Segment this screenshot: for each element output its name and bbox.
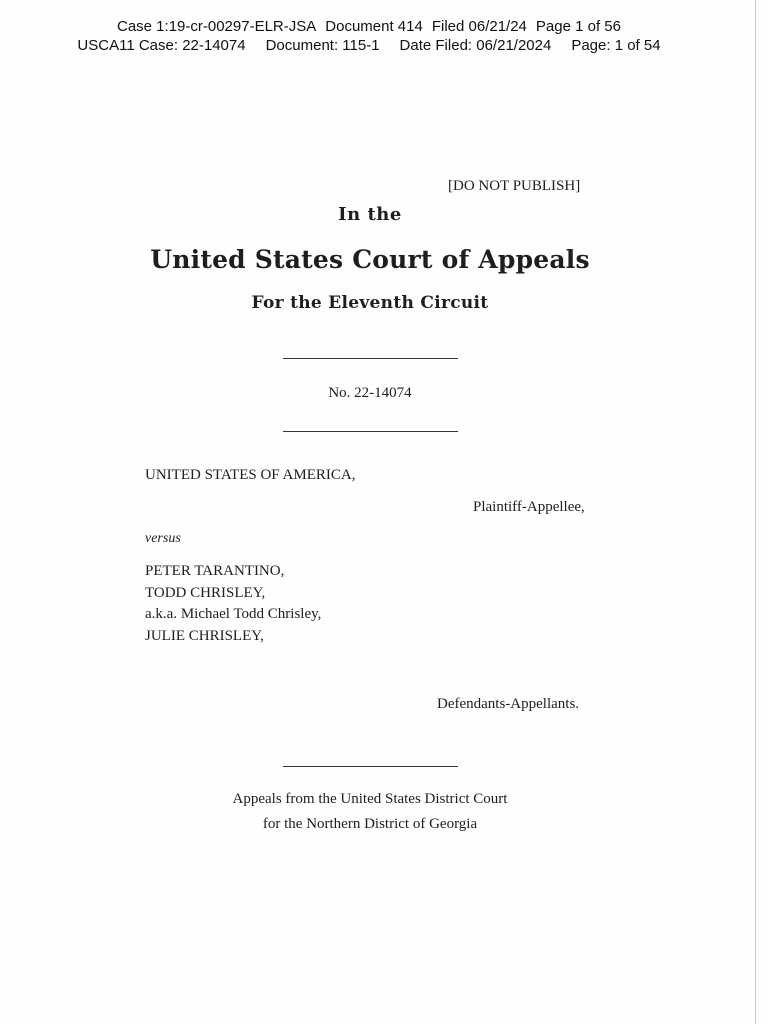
divider-rule [283,431,458,432]
appeals-filed-date: Date Filed: 06/21/2024 [399,37,552,54]
defendant-list [145,562,321,649]
case-number: No. 22-14074 [328,385,412,401]
publication-status: [DO NOT PUBLISH] [448,178,581,194]
divider-rule [283,766,458,767]
plaintiff-name: UNITED STATES OF AMERICA, [145,467,356,483]
court-prefix: In the [338,204,402,225]
divider-rule [283,358,458,359]
district-page-count: Page 1 of 56 [535,18,621,35]
versus-label: versus [145,531,181,546]
defendant-alias: a.k.a. Michael Todd Chrisley, [145,606,322,623]
district-filed-date: Filed 06/21/24 [431,18,527,35]
appeal-origin-line-2: for the Northern District of Georgia [262,816,478,832]
appeals-document-number: Document: 115-1 [265,37,380,54]
district-document-number: Document 414 [325,18,423,35]
defendants-role: Defendants-Appellants. [437,696,580,712]
appeal-origin-line-1: Appeals from the United States District Court [232,791,508,807]
defendant-name: TODD CHRISLEY, [145,584,266,601]
court-name: United States Court of Appeals [150,245,590,274]
appeals-case-number: USCA11 Case: 22-14074 [77,37,246,54]
defendant-name: PETER TARANTINO, [145,563,285,579]
scan-page-edge [755,0,756,1024]
appeals-page-count: Page: 1 of 54 [571,37,661,54]
district-case-number: Case 1:19-cr-00297-ELR-JSA [117,18,317,35]
defendant-name: JULIE CHRISLEY, [145,628,264,645]
plaintiff-role: Plaintiff-Appellee, [473,499,585,515]
appeals-court-filing-header [0,37,738,55]
district-court-filing-header [0,18,738,36]
court-circuit: For the Eleventh Circuit [251,293,489,313]
